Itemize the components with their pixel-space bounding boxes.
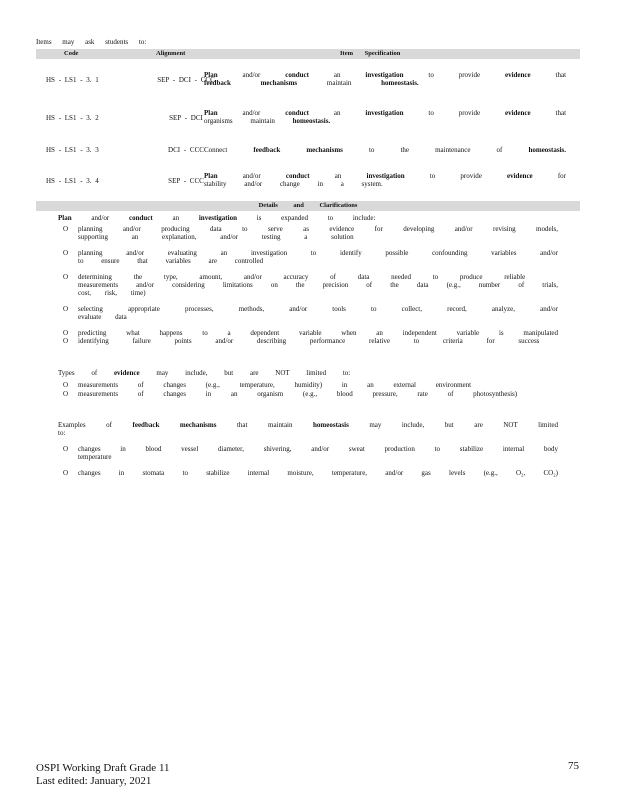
header-spec: Item Specification [340, 50, 401, 57]
row-spec: Connect feedback mechanisms to the maintenance of homeostasis. [204, 146, 566, 154]
row-spec: Plan and/or conduct an investigation to provide evidence that organisms maintain homeostasis. [204, 109, 567, 125]
intro-text: Items may ask students to: [36, 38, 147, 46]
footer [36, 762, 170, 788]
list-item: changes in blood vessel diameter, shivering, and/or sweat production to stabilize internal body [78, 445, 558, 453]
row-spec: Plan and/or conduct an investigation to provide evidence for stability and/or change in a system. [204, 172, 567, 188]
row-code: HS - LS1 - 3. 3 [46, 146, 99, 154]
list-item-cont: to ensure that variables are controlled [78, 257, 264, 265]
section3-lead-cont: to: [58, 429, 66, 437]
row-alignment: SEP - DCI [169, 114, 203, 122]
sub-bullet-icon: O [63, 249, 69, 257]
list-item: identifying failure points and/or describing performance relative to criteria for success [78, 337, 540, 345]
list-item-cont: supporting an explanation, and/or testing a solution [78, 233, 354, 241]
list-item: measurements of changes (e.g., temperature, humidity) in an external environment [78, 381, 472, 389]
section1-lead: Plan and/or conduct an investigation is expanded to include: [58, 214, 376, 222]
sub-bullet-icon: O [63, 445, 69, 453]
sub-bullet-icon: O [63, 273, 69, 281]
list-item: changes in stomata to stabilize internal moisture, temperature, and/or gas levels (e.g., O₂, CO₂) [78, 469, 558, 477]
row-alignment: DCI - CCC [168, 146, 204, 154]
list-item: measurements of changes in an organism (e.g., blood pressure, rate of photosynthesis) [78, 390, 518, 398]
header-code: Code [64, 50, 79, 57]
section2-lead: Types of evidence may include, but are NOT limited to: [58, 369, 351, 377]
page-number: 75 [568, 760, 579, 772]
list-item: planning and/or producing data to serve as evidence for developing and/or revising models, [78, 225, 558, 233]
row-alignment: SEP - CCC [168, 177, 204, 185]
row-alignment: SEP - DCI - CCC [157, 76, 215, 84]
list-item-cont: cost, risk, time) [78, 289, 146, 297]
list-item: predicting what happens to a dependent variable when an independent variable is manipulated [78, 329, 558, 337]
row-spec: Plan and/or conduct an investigation to provide evidence that feedback mechanisms maintain homeostasis. [204, 71, 567, 87]
list-item: determining the type, amount, and/or accuracy of data needed to produce reliable [78, 273, 526, 281]
sub-bullet-icon: O [63, 381, 69, 389]
sub-bullet-icon: O [63, 337, 69, 345]
footer-edited: Last edited: January, 2021 [36, 775, 152, 787]
header-alignment: Alignment [156, 50, 186, 57]
sub-bullet-icon: O [63, 329, 69, 337]
sub-bullet-icon: O [63, 305, 69, 313]
sub-bullet-icon: O [63, 390, 69, 398]
sub-bullet-icon: O [63, 225, 69, 233]
list-item: planning and/or evaluating an investigation to identify possible confounding variables and/or [78, 249, 558, 257]
list-item: selecting appropriate processes, methods, and/or tools to collect, record, analyze, and/or [78, 305, 558, 313]
list-item-cont: measurements and/or considering limitations on the precision of the data (e.g., number of trials, [78, 281, 558, 289]
sub-bullet-icon: O [63, 469, 69, 477]
footer-draft: OSPI Working Draft Grade 11 [36, 762, 170, 774]
list-item-cont: temperature [78, 453, 112, 461]
section3-lead: Examples of feedback mechanisms that maintain homeostasis may include, but are NOT limited [58, 421, 558, 429]
details-header: Details and Clarifications [36, 201, 580, 211]
row-code: HS - LS1 - 3. 4 [46, 177, 99, 185]
row-code: HS - LS1 - 3. 2 [46, 114, 99, 122]
list-item-cont: evaluate data [78, 313, 127, 321]
table-header [36, 49, 580, 59]
row-code: HS - LS1 - 3. 1 [46, 76, 99, 84]
